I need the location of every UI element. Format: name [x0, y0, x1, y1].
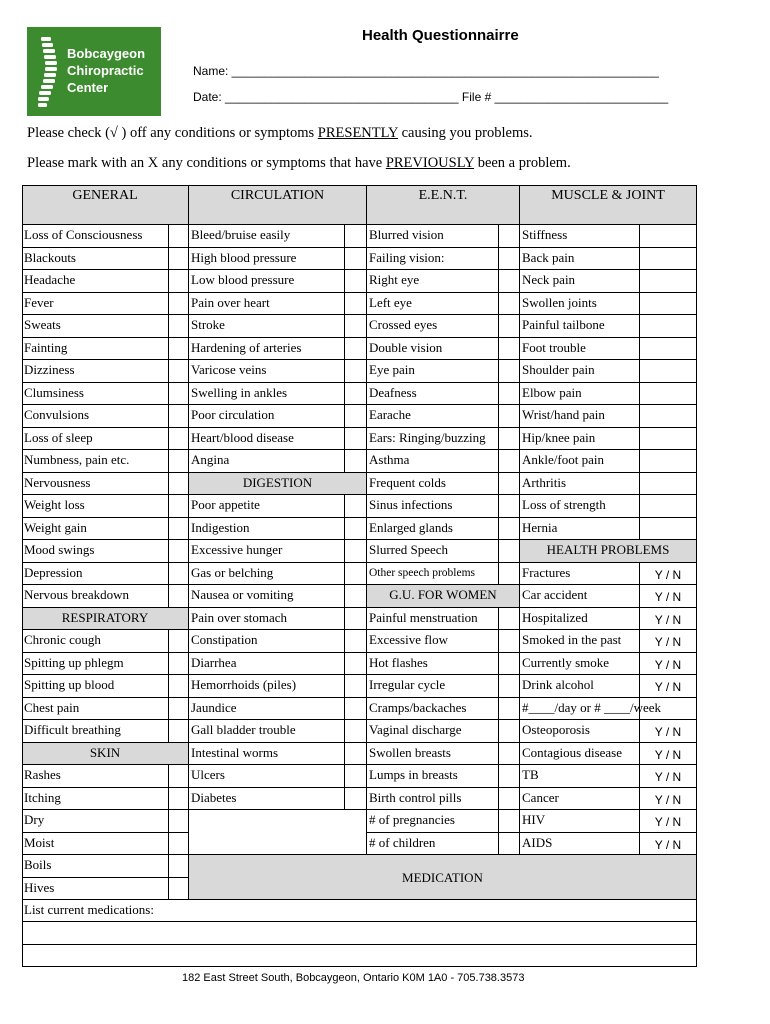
section-gu: G.U. FOR WOMEN — [367, 585, 520, 608]
checkbox-irregular-cycle[interactable] — [499, 675, 520, 698]
checkbox-intestinal-worms[interactable] — [345, 743, 367, 766]
checkbox-swollen-joints[interactable] — [640, 293, 697, 316]
condition-double-vision: Double vision — [367, 338, 499, 361]
checkbox-excessive-flow[interactable] — [499, 630, 520, 653]
condition-loss-of-consciousness: Loss of Consciousness — [22, 225, 169, 248]
condition-spitting-up-blood: Spitting up blood — [22, 675, 169, 698]
checkbox-stroke[interactable] — [345, 315, 367, 338]
checkbox-of-children[interactable] — [499, 833, 520, 856]
condition-swollen-joints: Swollen joints — [520, 293, 640, 316]
logo-line-1: Bobcaygeon — [67, 46, 146, 61]
checkbox-diabetes[interactable] — [345, 788, 367, 811]
condition-low-blood-pressure: Low blood pressure — [189, 270, 345, 293]
condition-painful-tailbone: Painful tailbone — [520, 315, 640, 338]
condition-neck-pain: Neck pain — [520, 270, 640, 293]
checkbox-bleed-bruise-easily[interactable] — [345, 225, 367, 248]
checkbox-sinus-infections[interactable] — [499, 495, 520, 518]
condition-nervousness: Nervousness — [22, 473, 169, 496]
checkbox-constipation[interactable] — [345, 630, 367, 653]
condition-ankle-foot-pain: Ankle/foot pain — [520, 450, 640, 473]
checkbox-hemorrhoids-piles[interactable] — [345, 675, 367, 698]
checkbox-heart-blood-disease[interactable] — [345, 428, 367, 451]
checkbox-blackouts[interactable] — [169, 248, 189, 271]
condition-asthma: Asthma — [367, 450, 499, 473]
condition-sweats: Sweats — [22, 315, 169, 338]
checkbox-wrist-hand-pain[interactable] — [640, 405, 697, 428]
condition-blackouts: Blackouts — [22, 248, 169, 271]
condition-right-eye: Right eye — [367, 270, 499, 293]
checkbox-poor-circulation[interactable] — [345, 405, 367, 428]
condition-blurred-vision: Blurred vision — [367, 225, 499, 248]
logo-line-3: Center — [67, 80, 109, 95]
yes-no-choice[interactable]: Y / N — [640, 608, 697, 631]
checkbox-hot-flashes[interactable] — [499, 653, 520, 676]
yes-no-choice[interactable]: Y / N — [640, 810, 697, 833]
questionnaire-table — [22, 185, 697, 967]
yes-no-choice[interactable]: Y / N — [640, 743, 697, 766]
condition-of-children: # of children — [367, 833, 499, 856]
condition-weight-loss: Weight loss — [22, 495, 169, 518]
condition-irregular-cycle: Irregular cycle — [367, 675, 499, 698]
checkbox-varicose-veins[interactable] — [345, 360, 367, 383]
checkbox-nervous-breakdown[interactable] — [169, 585, 189, 608]
condition-chest-pain: Chest pain — [22, 698, 169, 721]
yes-no-choice[interactable]: Y / N — [640, 630, 697, 653]
condition-hives: Hives — [22, 878, 169, 901]
condition-convulsions: Convulsions — [22, 405, 169, 428]
condition-dizziness: Dizziness — [22, 360, 169, 383]
checkbox-painful-tailbone[interactable] — [640, 315, 697, 338]
checkbox-swollen-breasts[interactable] — [499, 743, 520, 766]
condition-crossed-eyes: Crossed eyes — [367, 315, 499, 338]
condition-other-speech-problems: Other speech problems — [367, 563, 499, 586]
condition-ulcers: Ulcers — [189, 765, 345, 788]
checkbox-boils[interactable] — [169, 855, 189, 878]
condition-hardening-of-arteries: Hardening of arteries — [189, 338, 345, 361]
checkbox-dizziness[interactable] — [169, 360, 189, 383]
condition-hip-knee-pain: Hip/knee pain — [520, 428, 640, 451]
condition-day-or-week: #____/day or # ____/week — [520, 698, 640, 721]
condition-back-pain: Back pain — [520, 248, 640, 271]
checkbox-day-or-week[interactable] — [640, 698, 697, 721]
checkbox-earache[interactable] — [499, 405, 520, 428]
name-field[interactable]: Name: ________________________________________________________________ — [193, 64, 659, 78]
checkbox-pain-over-heart[interactable] — [345, 293, 367, 316]
condition-dry: Dry — [22, 810, 169, 833]
checkbox-vaginal-discharge[interactable] — [499, 720, 520, 743]
checkbox-eye-pain[interactable] — [499, 360, 520, 383]
header-circulation: CIRCULATION — [189, 185, 367, 225]
condition-depression: Depression — [22, 563, 169, 586]
checkbox-depression[interactable] — [169, 563, 189, 586]
condition-loss-of-strength: Loss of strength — [520, 495, 640, 518]
checkbox-ankle-foot-pain[interactable] — [640, 450, 697, 473]
condition-hiv: HIV — [520, 810, 640, 833]
checkbox-moist[interactable] — [169, 833, 189, 856]
condition-left-eye: Left eye — [367, 293, 499, 316]
page-title: Health Questionnairre — [362, 27, 519, 44]
condition-vaginal-discharge: Vaginal discharge — [367, 720, 499, 743]
checkbox-painful-menstruation[interactable] — [499, 608, 520, 631]
checkbox-high-blood-pressure[interactable] — [345, 248, 367, 271]
instruction-presently: Please check (√ ) off any conditions or symptoms PRESENTLY causing you problems. — [27, 125, 533, 141]
checkbox-fever[interactable] — [169, 293, 189, 316]
checkbox-stiffness[interactable] — [640, 225, 697, 248]
checkbox-loss-of-consciousness[interactable] — [169, 225, 189, 248]
checkbox-sweats[interactable] — [169, 315, 189, 338]
condition-stroke: Stroke — [189, 315, 345, 338]
checkbox-elbow-pain[interactable] — [640, 383, 697, 406]
condition-itching: Itching — [22, 788, 169, 811]
checkbox-crossed-eyes[interactable] — [499, 315, 520, 338]
footer-address: 182 East Street South, Bobcaygeon, Ontario K0M 1A0 - 705.738.3573 — [182, 972, 525, 984]
condition-of-pregnancies: # of pregnancies — [367, 810, 499, 833]
condition-elbow-pain: Elbow pain — [520, 383, 640, 406]
clinic-logo — [27, 27, 161, 116]
checkbox-of-pregnancies[interactable] — [499, 810, 520, 833]
condition-numbness-pain-etc: Numbness, pain etc. — [22, 450, 169, 473]
condition-contagious-disease: Contagious disease — [520, 743, 640, 766]
condition-gas-or-belching: Gas or belching — [189, 563, 345, 586]
condition-fractures: Fractures — [520, 563, 640, 586]
checkbox-clumsiness[interactable] — [169, 383, 189, 406]
condition-swelling-in-ankles: Swelling in ankles — [189, 383, 345, 406]
condition-poor-appetite: Poor appetite — [189, 495, 345, 518]
checkbox-convulsions[interactable] — [169, 405, 189, 428]
yes-no-choice[interactable]: Y / N — [640, 585, 697, 608]
checkbox-slurred-speech[interactable] — [499, 540, 520, 563]
checkbox-pain-over-stomach[interactable] — [345, 608, 367, 631]
condition-pain-over-stomach: Pain over stomach — [189, 608, 345, 631]
condition-osteoporosis: Osteoporosis — [520, 720, 640, 743]
checkbox-rashes[interactable] — [169, 765, 189, 788]
condition-painful-menstruation: Painful menstruation — [367, 608, 499, 631]
condition-angina: Angina — [189, 450, 345, 473]
checkbox-blurred-vision[interactable] — [499, 225, 520, 248]
checkbox-fainting[interactable] — [169, 338, 189, 361]
checkbox-spitting-up-blood[interactable] — [169, 675, 189, 698]
header-muscle: MUSCLE & JOINT — [520, 185, 697, 225]
checkbox-dry[interactable] — [169, 810, 189, 833]
condition-diarrhea: Diarrhea — [189, 653, 345, 676]
checkbox-asthma[interactable] — [499, 450, 520, 473]
spine-icon — [35, 35, 61, 109]
condition-sinus-infections: Sinus infections — [367, 495, 499, 518]
header-eent: E.E.N.T. — [367, 185, 520, 225]
condition-frequent-colds: Frequent colds — [367, 473, 499, 496]
condition-failing-vision: Failing vision: — [367, 248, 499, 271]
condition-clumsiness: Clumsiness — [22, 383, 169, 406]
condition-ears-ringing-buzzing: Ears: Ringing/buzzing — [367, 428, 499, 451]
logo-line-2: Chiropractic — [67, 63, 144, 78]
section-respiratory: RESPIRATORY — [22, 608, 189, 631]
checkbox-loss-of-strength[interactable] — [640, 495, 697, 518]
checkbox-low-blood-pressure[interactable] — [345, 270, 367, 293]
date-file-field[interactable]: Date: ___________________________________ File # __________________________ — [193, 90, 669, 104]
checkbox-indigestion[interactable] — [345, 518, 367, 541]
yes-no-choice[interactable]: Y / N — [640, 675, 697, 698]
checkbox-ears-ringing-buzzing[interactable] — [499, 428, 520, 451]
condition-rashes: Rashes — [22, 765, 169, 788]
condition-bleed-bruise-easily: Bleed/bruise easily — [189, 225, 345, 248]
checkbox-lumps-in-breasts[interactable] — [499, 765, 520, 788]
checkbox-failing-vision[interactable] — [499, 248, 520, 271]
section-health-problems: HEALTH PROBLEMS — [520, 540, 697, 563]
blank-cell — [189, 810, 367, 855]
checkbox-angina[interactable] — [345, 450, 367, 473]
condition-spitting-up-phlegm: Spitting up phlegm — [22, 653, 169, 676]
condition-car-accident: Car accident — [520, 585, 640, 608]
checkbox-arthritis[interactable] — [640, 473, 697, 496]
checkbox-hernia[interactable] — [640, 518, 697, 541]
checkbox-right-eye[interactable] — [499, 270, 520, 293]
condition-heart-blood-disease: Heart/blood disease — [189, 428, 345, 451]
condition-pain-over-heart: Pain over heart — [189, 293, 345, 316]
condition-nervous-breakdown: Nervous breakdown — [22, 585, 169, 608]
list-medications-label: List current medications: — [22, 900, 697, 922]
condition-indigestion: Indigestion — [189, 518, 345, 541]
checkbox-mood-swings[interactable] — [169, 540, 189, 563]
condition-diabetes: Diabetes — [189, 788, 345, 811]
condition-high-blood-pressure: High blood pressure — [189, 248, 345, 271]
checkbox-hardening-of-arteries[interactable] — [345, 338, 367, 361]
checkbox-numbness-pain-etc[interactable] — [169, 450, 189, 473]
checkbox-weight-gain[interactable] — [169, 518, 189, 541]
checkbox-itching[interactable] — [169, 788, 189, 811]
condition-fever: Fever — [22, 293, 169, 316]
condition-difficult-breathing: Difficult breathing — [22, 720, 169, 743]
yes-no-choice[interactable]: Y / N — [640, 788, 697, 811]
checkbox-jaundice[interactable] — [345, 698, 367, 721]
condition-slurred-speech: Slurred Speech — [367, 540, 499, 563]
condition-tb: TB — [520, 765, 640, 788]
condition-hot-flashes: Hot flashes — [367, 653, 499, 676]
condition-arthritis: Arthritis — [520, 473, 640, 496]
condition-excessive-hunger: Excessive hunger — [189, 540, 345, 563]
condition-poor-circulation: Poor circulation — [189, 405, 345, 428]
checkbox-gall-bladder-trouble[interactable] — [345, 720, 367, 743]
checkbox-cramps-backaches[interactable] — [499, 698, 520, 721]
checkbox-headache[interactable] — [169, 270, 189, 293]
yes-no-choice[interactable]: Y / N — [640, 720, 697, 743]
condition-intestinal-worms: Intestinal worms — [189, 743, 345, 766]
checkbox-poor-appetite[interactable] — [345, 495, 367, 518]
condition-chronic-cough: Chronic cough — [22, 630, 169, 653]
checkbox-other-speech-problems[interactable] — [499, 563, 520, 586]
checkbox-hip-knee-pain[interactable] — [640, 428, 697, 451]
condition-foot-trouble: Foot trouble — [520, 338, 640, 361]
condition-smoked-in-the-past: Smoked in the past — [520, 630, 640, 653]
condition-hernia: Hernia — [520, 518, 640, 541]
checkbox-loss-of-sleep[interactable] — [169, 428, 189, 451]
medication-line[interactable] — [22, 922, 697, 945]
checkbox-weight-loss[interactable] — [169, 495, 189, 518]
checkbox-nausea-or-vomiting[interactable] — [345, 585, 367, 608]
checkbox-back-pain[interactable] — [640, 248, 697, 271]
section-skin: SKIN — [22, 743, 189, 766]
condition-loss-of-sleep: Loss of sleep — [22, 428, 169, 451]
condition-aids: AIDS — [520, 833, 640, 856]
condition-weight-gain: Weight gain — [22, 518, 169, 541]
yes-no-choice[interactable]: Y / N — [640, 833, 697, 856]
condition-boils: Boils — [22, 855, 169, 878]
yes-no-choice[interactable]: Y / N — [640, 563, 697, 586]
checkbox-gas-or-belching[interactable] — [345, 563, 367, 586]
condition-enlarged-glands: Enlarged glands — [367, 518, 499, 541]
checkbox-birth-control-pills[interactable] — [499, 788, 520, 811]
condition-swollen-breasts: Swollen breasts — [367, 743, 499, 766]
condition-excessive-flow: Excessive flow — [367, 630, 499, 653]
header-general: GENERAL — [22, 185, 189, 225]
section-medication: MEDICATION — [189, 855, 697, 900]
condition-nausea-or-vomiting: Nausea or vomiting — [189, 585, 345, 608]
condition-cramps-backaches: Cramps/backaches — [367, 698, 499, 721]
condition-mood-swings: Mood swings — [22, 540, 169, 563]
checkbox-chest-pain[interactable] — [169, 698, 189, 721]
condition-hospitalized: Hospitalized — [520, 608, 640, 631]
checkbox-diarrhea[interactable] — [345, 653, 367, 676]
checkbox-nervousness[interactable] — [169, 473, 189, 496]
condition-wrist-hand-pain: Wrist/hand pain — [520, 405, 640, 428]
condition-stiffness: Stiffness — [520, 225, 640, 248]
condition-constipation: Constipation — [189, 630, 345, 653]
checkbox-frequent-colds[interactable] — [499, 473, 520, 496]
checkbox-enlarged-glands[interactable] — [499, 518, 520, 541]
checkbox-excessive-hunger[interactable] — [345, 540, 367, 563]
checkbox-double-vision[interactable] — [499, 338, 520, 361]
checkbox-swelling-in-ankles[interactable] — [345, 383, 367, 406]
condition-hemorrhoids-piles: Hemorrhoids (piles) — [189, 675, 345, 698]
condition-moist: Moist — [22, 833, 169, 856]
checkbox-foot-trouble[interactable] — [640, 338, 697, 361]
condition-drink-alcohol: Drink alcohol — [520, 675, 640, 698]
condition-fainting: Fainting — [22, 338, 169, 361]
checkbox-shoulder-pain[interactable] — [640, 360, 697, 383]
checkbox-difficult-breathing[interactable] — [169, 720, 189, 743]
checkbox-spitting-up-phlegm[interactable] — [169, 653, 189, 676]
checkbox-hives[interactable] — [169, 878, 189, 901]
condition-currently-smoke: Currently smoke — [520, 653, 640, 676]
checkbox-ulcers[interactable] — [345, 765, 367, 788]
medication-line[interactable] — [22, 945, 697, 967]
condition-jaundice: Jaundice — [189, 698, 345, 721]
condition-birth-control-pills: Birth control pills — [367, 788, 499, 811]
yes-no-choice[interactable]: Y / N — [640, 653, 697, 676]
condition-varicose-veins: Varicose veins — [189, 360, 345, 383]
condition-cancer: Cancer — [520, 788, 640, 811]
section-digestion: DIGESTION — [189, 473, 367, 496]
checkbox-deafness[interactable] — [499, 383, 520, 406]
instruction-previously: Please mark with an X any conditions or symptoms that have PREVIOUSLY been a problem. — [27, 155, 571, 171]
checkbox-neck-pain[interactable] — [640, 270, 697, 293]
condition-shoulder-pain: Shoulder pain — [520, 360, 640, 383]
yes-no-choice[interactable]: Y / N — [640, 765, 697, 788]
checkbox-chronic-cough[interactable] — [169, 630, 189, 653]
condition-eye-pain: Eye pain — [367, 360, 499, 383]
condition-gall-bladder-trouble: Gall bladder trouble — [189, 720, 345, 743]
checkbox-left-eye[interactable] — [499, 293, 520, 316]
condition-headache: Headache — [22, 270, 169, 293]
condition-earache: Earache — [367, 405, 499, 428]
condition-deafness: Deafness — [367, 383, 499, 406]
condition-lumps-in-breasts: Lumps in breasts — [367, 765, 499, 788]
